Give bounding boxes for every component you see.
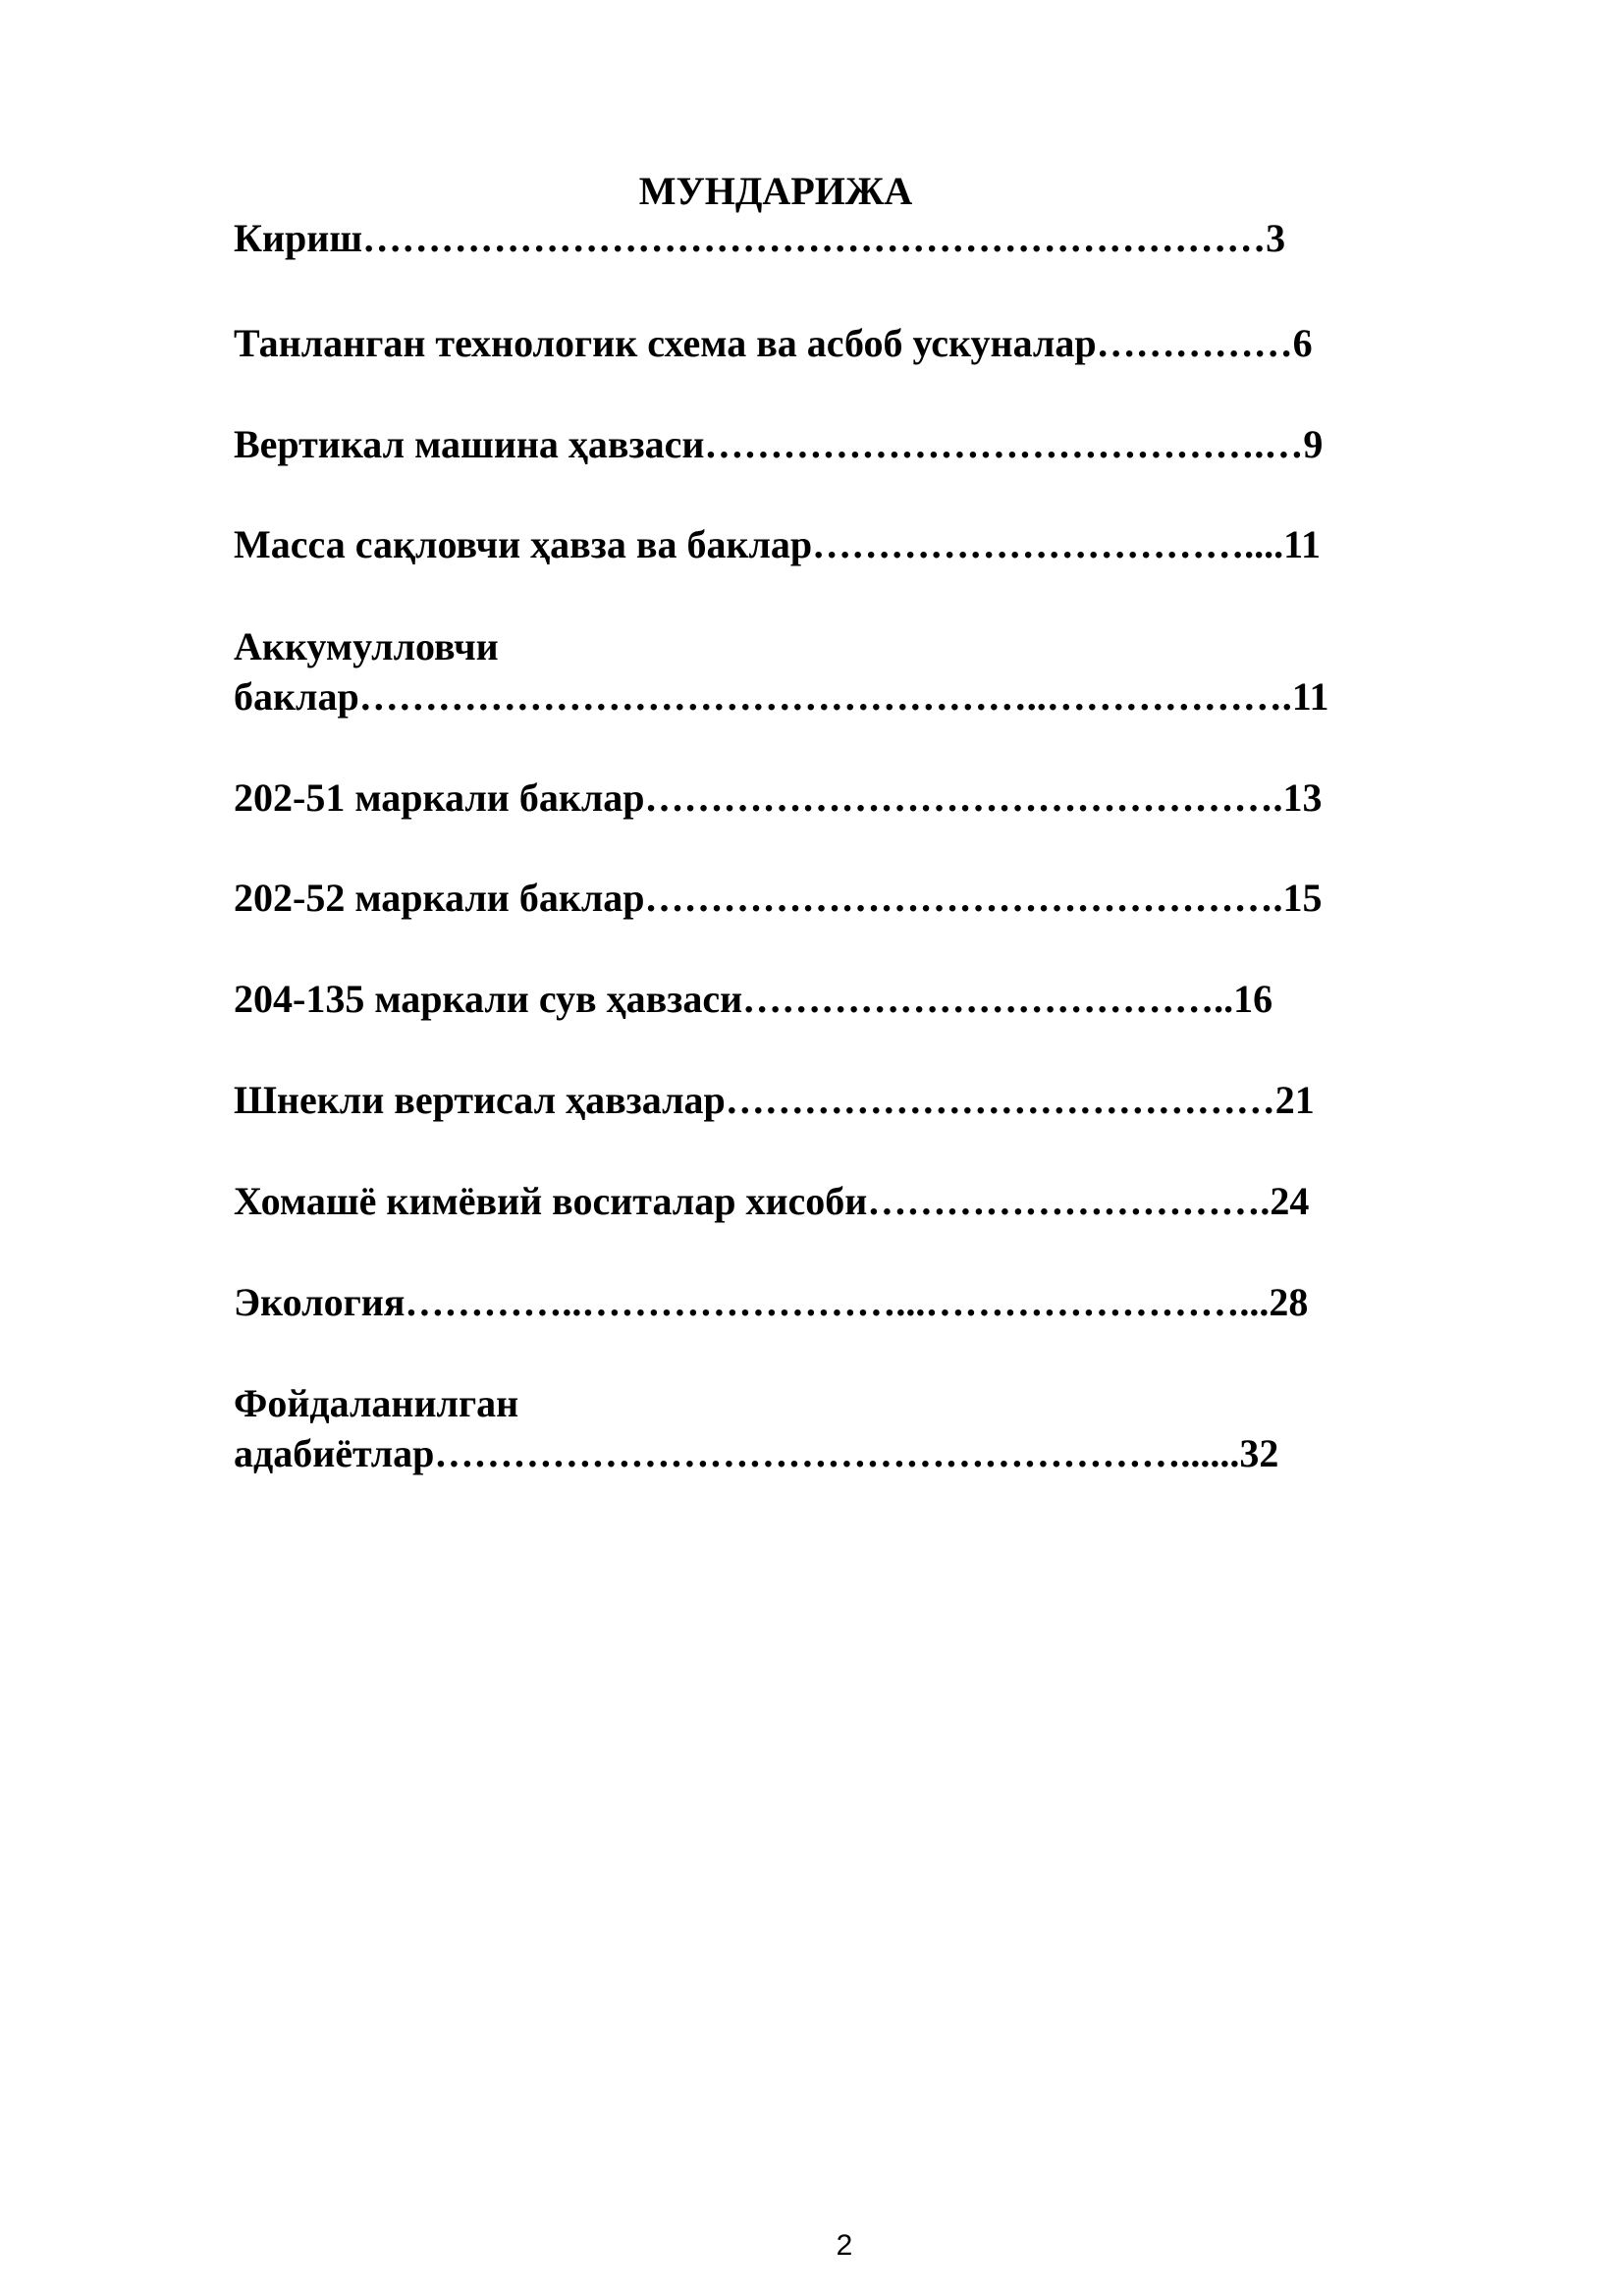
toc-entry-202-51: 202-51 маркали баклар………………………………………….13 xyxy=(234,775,1323,820)
toc-entry-introduction: Кириш……………………………………………………………3 xyxy=(234,216,1286,260)
page-number: 2 xyxy=(836,2229,853,2262)
toc-entry-screw-pools: Шнекли вертисал ҳавзалар……………………………………21 xyxy=(234,1078,1315,1122)
toc-entry-references-line-2: адабиётлар…………………………………………………......32 xyxy=(234,1431,1279,1475)
toc-entry-ecology: Экология…………..……………………...……………………...28 xyxy=(234,1280,1309,1324)
toc-entry-204-135: 204-135 маркали сув ҳавзаси………………………………..16 xyxy=(234,977,1273,1021)
toc-entry-raw-materials: Хомашё кимёвий воситалар хисоби………………………….24 xyxy=(234,1179,1310,1223)
toc-entry-technological-scheme: Танланган технологик схема ва асбоб ускуналар……………6 xyxy=(234,321,1313,365)
toc-entry-accumulating-line-2: баклар……………………………………………..……………….11 xyxy=(234,674,1329,719)
toc-entry-mass-storage: Масса сақловчи ҳавза ва баклар……………………………....11 xyxy=(234,522,1321,566)
toc-entry-202-52: 202-52 маркали баклар………………………………………….15 xyxy=(234,876,1323,920)
toc-entry-references-line-1: Фойдаланилган xyxy=(234,1381,519,1425)
toc-entry-vertical-machine-pool: Вертикал машина ҳавзаси…………………………………….…9 xyxy=(234,422,1324,466)
toc-entry-accumulating-line-1: Аккумулловчи xyxy=(234,624,499,668)
toc-title: МУНДАРИЖА xyxy=(638,169,913,213)
